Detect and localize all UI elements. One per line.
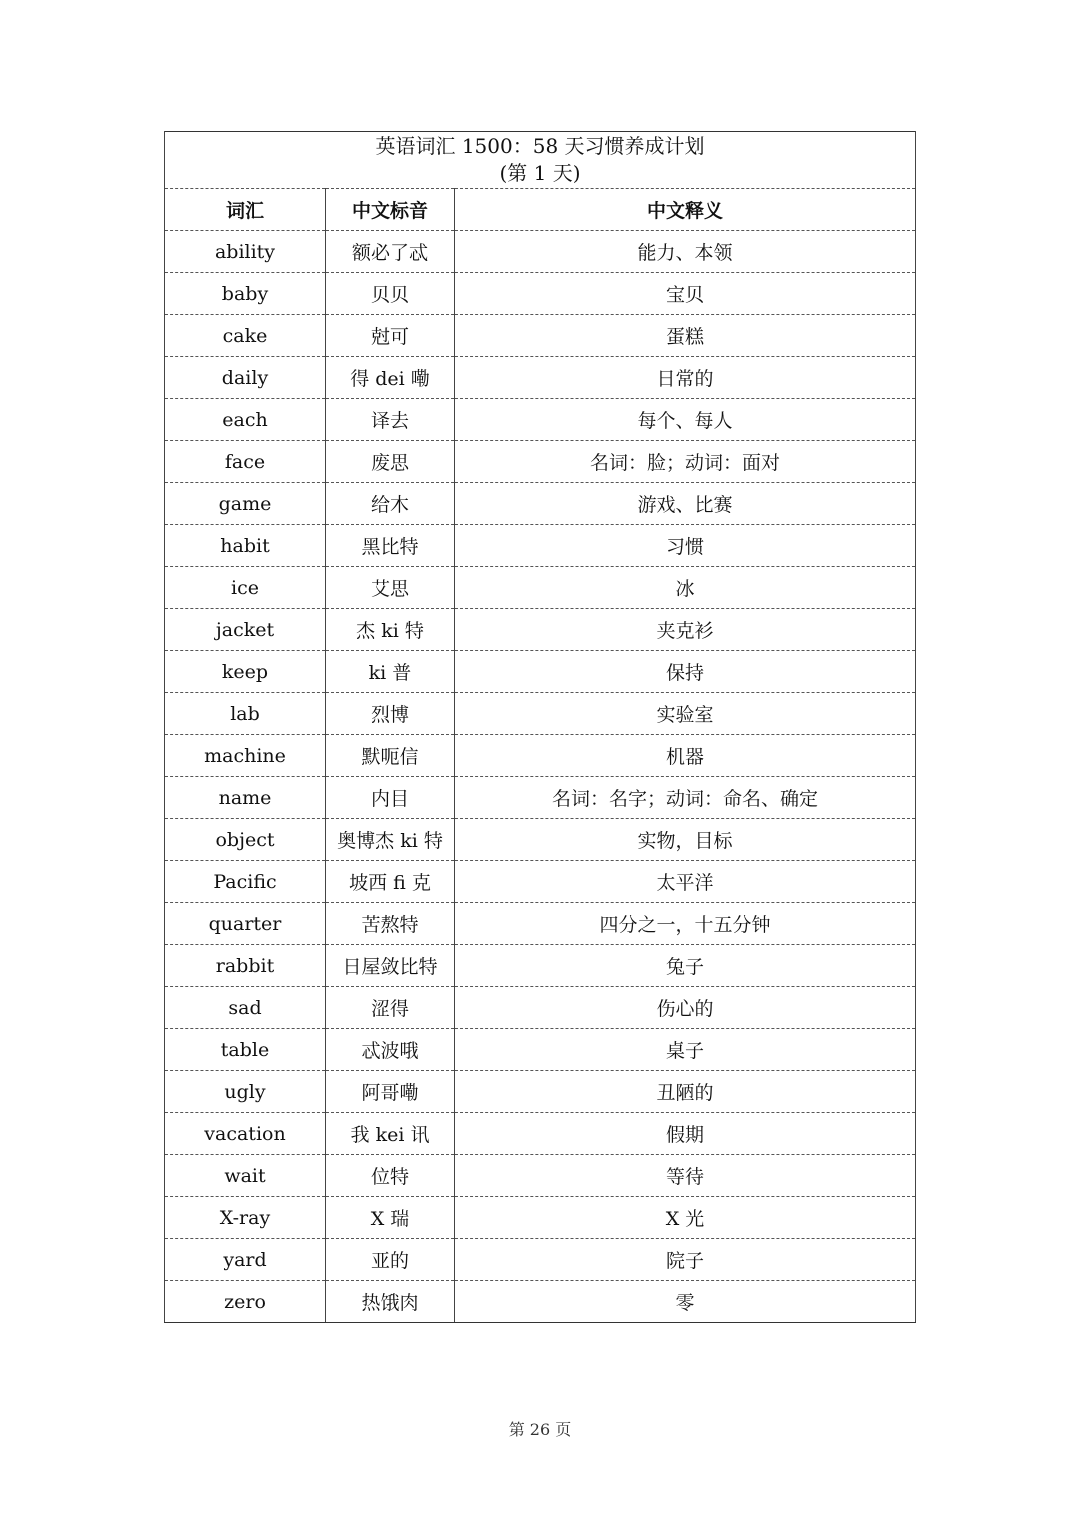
cell-phonetic: 日屋敛比特 <box>326 945 455 987</box>
cell-word: keep <box>165 651 326 693</box>
cell-meaning: 机器 <box>455 735 916 777</box>
cell-meaning: 伤心的 <box>455 987 916 1029</box>
table-row <box>165 945 916 987</box>
cell-phonetic: 艾思 <box>326 567 455 609</box>
table-row <box>165 987 916 1029</box>
table-row <box>165 357 916 399</box>
table-row <box>165 651 916 693</box>
cell-meaning: 能力、本领 <box>455 231 916 273</box>
vocabulary-table <box>164 131 916 1323</box>
document-title <box>165 132 916 189</box>
cell-word: daily <box>165 357 326 399</box>
table-row <box>165 1113 916 1155</box>
table-row <box>165 399 916 441</box>
cell-meaning: 习惯 <box>455 525 916 567</box>
header-phonetic: 中文标音 <box>326 189 455 231</box>
cell-meaning: 等待 <box>455 1155 916 1197</box>
table-row <box>165 693 916 735</box>
header-meaning: 中文释义 <box>455 189 916 231</box>
table-row <box>165 1197 916 1239</box>
cell-phonetic: 我 kei 讯 <box>326 1113 455 1155</box>
cell-phonetic: 苦熬特 <box>326 903 455 945</box>
cell-meaning: 假期 <box>455 1113 916 1155</box>
table-row <box>165 1239 916 1281</box>
cell-word: ugly <box>165 1071 326 1113</box>
cell-word: jacket <box>165 609 326 651</box>
table-row <box>165 525 916 567</box>
cell-word: quarter <box>165 903 326 945</box>
cell-meaning: 名词：名字；动词：命名、确定 <box>455 777 916 819</box>
table-row <box>165 819 916 861</box>
cell-word: game <box>165 483 326 525</box>
title-line-2: (第 1 天) <box>499 161 581 185</box>
cell-meaning: 实验室 <box>455 693 916 735</box>
cell-meaning: 每个、每人 <box>455 399 916 441</box>
cell-phonetic: 杰 ki 特 <box>326 609 455 651</box>
cell-phonetic: 涩得 <box>326 987 455 1029</box>
table-row <box>165 483 916 525</box>
table-row <box>165 567 916 609</box>
cell-meaning: 宝贝 <box>455 273 916 315</box>
header-row <box>165 189 916 231</box>
cell-word: face <box>165 441 326 483</box>
cell-phonetic: 烈博 <box>326 693 455 735</box>
cell-word: name <box>165 777 326 819</box>
cell-word: rabbit <box>165 945 326 987</box>
cell-phonetic: 额必了忒 <box>326 231 455 273</box>
table-row <box>165 735 916 777</box>
table-row <box>165 441 916 483</box>
cell-word: ability <box>165 231 326 273</box>
cell-phonetic: 废思 <box>326 441 455 483</box>
cell-meaning: 冰 <box>455 567 916 609</box>
table-row <box>165 903 916 945</box>
cell-phonetic: 阿哥嘞 <box>326 1071 455 1113</box>
cell-word: cake <box>165 315 326 357</box>
cell-meaning: 实物，目标 <box>455 819 916 861</box>
cell-phonetic: 得 dei 嘞 <box>326 357 455 399</box>
cell-word: X-ray <box>165 1197 326 1239</box>
cell-meaning: X 光 <box>455 1197 916 1239</box>
cell-phonetic: 尅可 <box>326 315 455 357</box>
cell-word: lab <box>165 693 326 735</box>
table-row <box>165 777 916 819</box>
cell-word: vacation <box>165 1113 326 1155</box>
table-row <box>165 231 916 273</box>
cell-phonetic: 奥博杰 ki 特 <box>326 819 455 861</box>
cell-meaning: 桌子 <box>455 1029 916 1071</box>
cell-meaning: 日常的 <box>455 357 916 399</box>
cell-word: wait <box>165 1155 326 1197</box>
cell-phonetic: 给木 <box>326 483 455 525</box>
cell-meaning: 名词：脸；动词：面对 <box>455 441 916 483</box>
cell-meaning: 四分之一，十五分钟 <box>455 903 916 945</box>
table-row <box>165 1071 916 1113</box>
table-row <box>165 861 916 903</box>
cell-word: object <box>165 819 326 861</box>
cell-phonetic: 译去 <box>326 399 455 441</box>
cell-phonetic: 贝贝 <box>326 273 455 315</box>
table-row <box>165 273 916 315</box>
cell-word: baby <box>165 273 326 315</box>
cell-phonetic: 位特 <box>326 1155 455 1197</box>
title-line-1: 英语词汇 1500：58 天习惯养成计划 <box>375 134 705 158</box>
cell-word: table <box>165 1029 326 1071</box>
cell-meaning: 院子 <box>455 1239 916 1281</box>
cell-phonetic: 热饿肉 <box>326 1281 455 1323</box>
cell-meaning: 保持 <box>455 651 916 693</box>
cell-phonetic: 忒波哦 <box>326 1029 455 1071</box>
title-row <box>165 132 916 189</box>
cell-phonetic: 亚的 <box>326 1239 455 1281</box>
cell-word: Pacific <box>165 861 326 903</box>
table-row <box>165 315 916 357</box>
cell-phonetic: 坡西 fi 克 <box>326 861 455 903</box>
table-row <box>165 609 916 651</box>
cell-phonetic: ki 普 <box>326 651 455 693</box>
table-row <box>165 1155 916 1197</box>
cell-phonetic: 黑比特 <box>326 525 455 567</box>
cell-word: ice <box>165 567 326 609</box>
cell-word: each <box>165 399 326 441</box>
cell-phonetic: X 瑞 <box>326 1197 455 1239</box>
cell-phonetic: 内目 <box>326 777 455 819</box>
cell-meaning: 太平洋 <box>455 861 916 903</box>
cell-word: yard <box>165 1239 326 1281</box>
table-row <box>165 1029 916 1071</box>
cell-meaning: 兔子 <box>455 945 916 987</box>
header-word: 词汇 <box>165 189 326 231</box>
cell-meaning: 蛋糕 <box>455 315 916 357</box>
table-row <box>165 1281 916 1323</box>
cell-meaning: 游戏、比赛 <box>455 483 916 525</box>
cell-word: zero <box>165 1281 326 1323</box>
cell-meaning: 丑陋的 <box>455 1071 916 1113</box>
cell-meaning: 零 <box>455 1281 916 1323</box>
cell-meaning: 夹克衫 <box>455 609 916 651</box>
page-number: 第 26 页 <box>508 1420 572 1439</box>
cell-phonetic: 默呃信 <box>326 735 455 777</box>
cell-word: machine <box>165 735 326 777</box>
cell-word: sad <box>165 987 326 1029</box>
cell-word: habit <box>165 525 326 567</box>
